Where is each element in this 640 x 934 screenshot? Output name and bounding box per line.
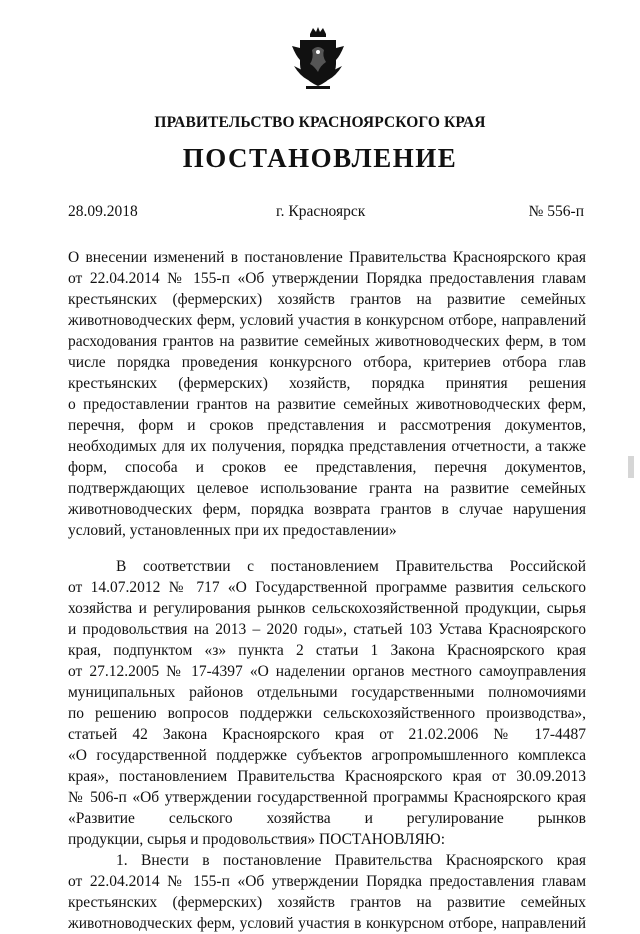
body-line: крестьянских (фермерских) хозяйств грантов на развитие семейных (68, 894, 586, 911)
body-line: от 27.12.2005 № 17-4397 «О наделении органов местного самоуправления (68, 663, 586, 680)
subject-line: перечня, форм и сроков представления и рассмотрения документов, (68, 417, 586, 434)
document-city: г. Красноярск (276, 203, 366, 220)
body-line: животноводческих ферм, условий участия в конкурсном отборе, направлений (68, 915, 586, 932)
organization-name: ПРАВИТЕЛЬСТВО КРАСНОЯРСКОГО КРАЯ (154, 114, 486, 131)
subject-line: животноводческих ферм, порядка возврата грантов в случае нарушения (68, 501, 586, 518)
subject-line: форм, способа и сроков ее представления, перечня документов, (68, 459, 586, 476)
body-line: «О государственной поддержке субъектов агропромышленного комплекса (68, 747, 586, 764)
subject-line: необходимых для их получения, порядка представления отчетности, а также (68, 438, 586, 455)
subject-line: крестьянских (фермерских) хозяйств грантов на развитие семейных (68, 291, 586, 308)
document-subject (68, 247, 586, 541)
body-line: от 22.04.2014 № 155-п «Об утверждении Порядка предоставления главам (68, 873, 586, 890)
body-line: № 506-п «Об утверждении государственной программы Красноярского края (68, 789, 586, 806)
body-line: и продовольствия на 2013 – 2020 годы», статьей 103 Устава Красноярского (68, 621, 586, 638)
subject-line: условий, установленных при их предоставлении» (68, 522, 397, 539)
subject-line: о предоставлении грантов на развитие семейных животноводческих ферм, (68, 396, 586, 413)
body-line: муниципальных районов отдельными государственными полномочиями (68, 684, 586, 701)
document-body (68, 556, 586, 934)
body-line: края», постановлением Правительства Красноярского края от 30.09.2013 (68, 768, 586, 785)
body-line: края, подпунктом «з» пункта 2 статьи 1 Закона Красноярского края (68, 642, 586, 659)
subject-line: от 22.04.2014 № 155-п «Об утверждении Порядка предоставления главам (68, 270, 586, 287)
subject-line: числе порядка проведения конкурсного отбора, критериев отбора глав (68, 354, 586, 371)
subject-line: подтверждающих целевое использование гранта на развитие семейных (68, 480, 586, 497)
document-number: № 556-п (528, 203, 584, 220)
subject-line: расходования грантов на развитие семейных животноводческих ферм, в том (68, 333, 586, 350)
document-type: ПОСТАНОВЛЕНИЕ (182, 143, 458, 173)
body-line: от 14.07.2012 № 717 «О Государственной программе развития сельского (68, 579, 586, 596)
coat-of-arms-icon (290, 26, 346, 90)
subject-line: животноводческих ферм, условий участия в конкурсном отборе, направлений (68, 312, 586, 329)
subject-line: крестьянских (фермерских) хозяйств, порядка принятия решения (68, 375, 586, 392)
body-line: по решению вопросов поддержки сельскохозяйственного производства», (68, 705, 586, 722)
subject-line: О внесении изменений в постановление Правительства Красноярского края (68, 249, 586, 266)
body-line: хозяйства и регулирования рынков сельскохозяйственной продукции, сырья (68, 600, 586, 617)
scan-edge-mark (628, 456, 634, 478)
body-line: статьей 42 Закона Красноярского края от 21.02.2006 № 17-4487 (68, 726, 586, 743)
body-line: 1. Внести в постановление Правительства Красноярского края (116, 852, 586, 869)
body-line: В соответствии с постановлением Правительства Российской (116, 558, 586, 575)
body-line: продукции, сырья и продовольствия» ПОСТАНОВЛЯЮ: (68, 831, 446, 848)
body-line: «Развитие сельского хозяйства и регулирование рынков (68, 810, 586, 827)
document-date: 28.09.2018 (68, 203, 138, 220)
